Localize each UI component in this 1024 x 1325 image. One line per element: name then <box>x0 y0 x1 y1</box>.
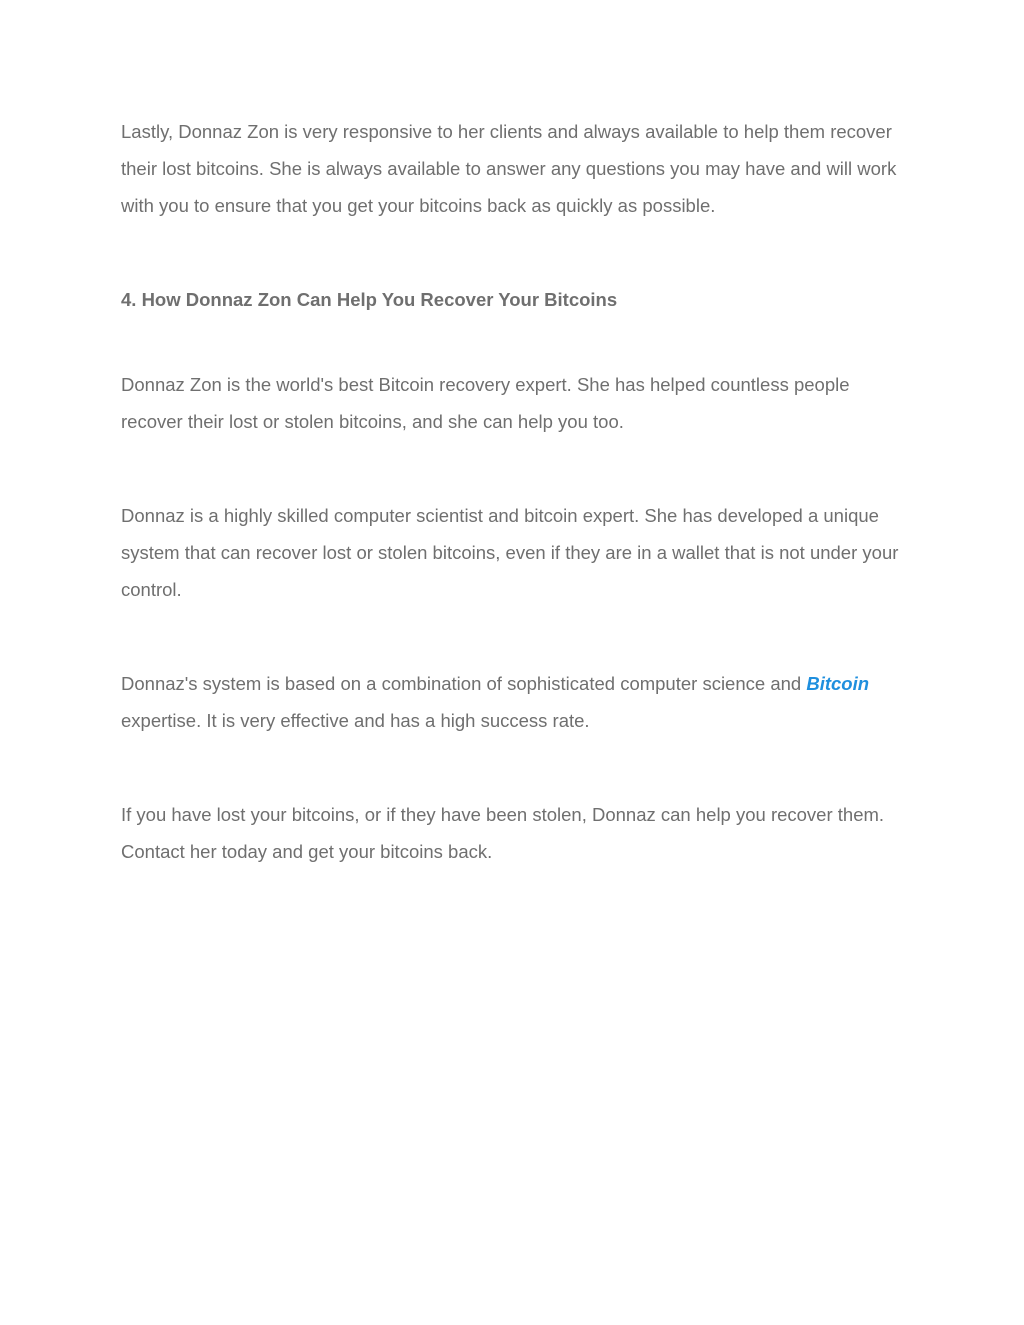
spacer <box>121 224 911 281</box>
paragraph-best-expert: Donnaz Zon is the world's best Bitcoin recovery expert. She has helped countless people recover their lost or stolen bitcoins, and she can help you too. <box>121 374 850 432</box>
paragraph-contact: If you have lost your bitcoins, or if they have been stolen, Donnaz can help you recover them. Contact her today and get your bitcoins back. <box>121 804 885 862</box>
spacer <box>121 440 911 497</box>
section-heading: 4. How Donnaz Zon Can Help You Recover Your Bitcoins <box>121 289 618 310</box>
paragraph-skilled-scientist: Donnaz is a highly skilled computer scientist and bitcoin expert. She has developed a unique system that can recover lost or stolen bitcoins, even if they are in a wallet that is not under your control. <box>121 505 899 600</box>
spacer <box>121 608 911 665</box>
paragraph-system-text-before: Donnaz's system is based on a combination of sophisticated computer science and <box>121 673 807 694</box>
bitcoin-link[interactable]: Bitcoin <box>806 673 870 694</box>
spacer <box>121 318 911 366</box>
paragraph-system <box>121 665 911 739</box>
document-body <box>121 113 911 870</box>
spacer <box>121 739 911 796</box>
paragraph-responsive: Lastly, Donnaz Zon is very responsive to her clients and always available to help them recover their lost bitcoins. She is always available to answer any questions you may have and will work with you to ensure that you get your bitcoins back as quickly as possible. <box>121 121 897 216</box>
paragraph-system-text-after: expertise. It is very effective and has a high success rate. <box>121 710 590 731</box>
